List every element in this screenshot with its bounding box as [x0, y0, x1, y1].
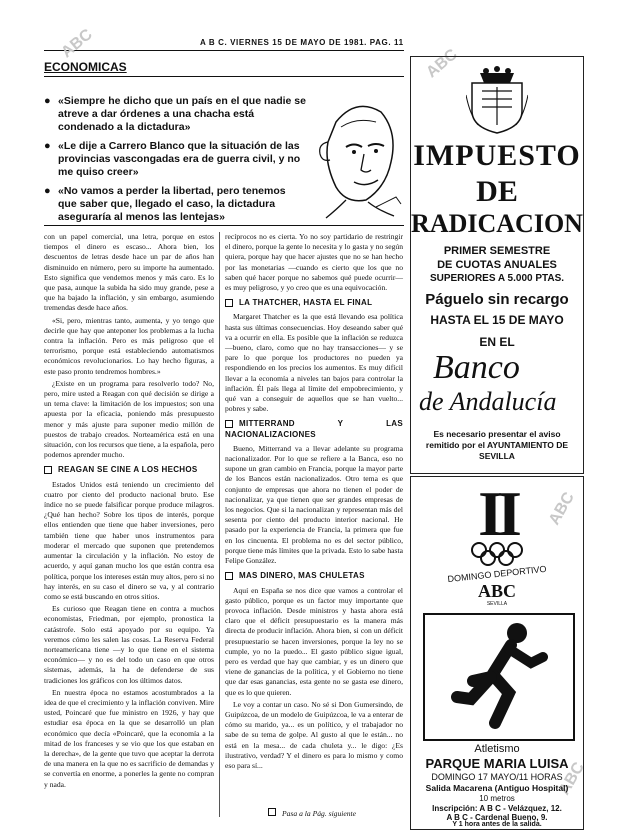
ad-subtitle: DE CUOTAS ANUALES: [437, 259, 557, 271]
ad-notice: Es necesario presentar el aviso remitido por el AYUNTAMIENTO DE SEVILLA: [425, 429, 569, 461]
square-icon: [268, 808, 276, 816]
ad-deadline: HASTA EL 15 DE MAYO: [430, 313, 564, 327]
paragraph: Le voy a contar un caso. No sé si Don Gumersindo, de Guipúzcoa, de un modelo de Guipúzcoa, le va a enterar de cómo su marido, ya... es un político, y el trabajador no sabe de su tema de golpe. Al gusto al que le están... no está en la mesa... de cada chuleta y... le digo: ¿Es ilustrativo, verdad? Y el dinero es para lo mismo y como eso para sí...: [225, 699, 403, 770]
ad-title-line2: DE: [476, 175, 518, 208]
watermark: ABC: [555, 759, 588, 799]
paragraph: ¿Existe en un programa para resolverlo todo? No, pero, mire usted a Reagan con qué decisión se dirige a un tema clave: la limitación de los impuestos; son una apuesta por la eficacia, poniendo más presupuesto menor y más ajuste para suponer medio millón de puestos de trabajo creados. Norteamérica está en una situación, con los recursos que tiene, a la española, pero podemos aprender mucho.: [44, 378, 214, 460]
caricature-illustration: [306, 92, 406, 220]
subheading: LA THATCHER, HASTA EL FINAL: [225, 298, 403, 308]
ad-subtitle: PRIMER SEMESTRE: [443, 245, 551, 257]
paragraph: En nuestra época no estamos acostumbrados a la idea de que el crecimiento y la inflación conviven. Mire usted, Poincaré que fue ministro en 1926, y hay que estudiar esa época en la que se desarrolló un plan económico que decía «Poincaré, que la economía a la mitad de los franceses y se vio que los que estaban en la derecha», de la gente que tuvo que aceptar la derrota de una manera en la que no es sacrificio de demandas y se convertía en enorme, a ponerles la gente no compran y nada.: [44, 687, 214, 789]
page-header: A B C. VIERNES 15 DE MAYO DE 1981. PAG. 11: [200, 38, 404, 47]
paragraph: Estados Unidos está teniendo un crecimiento del cuatro por ciento del producto nacional bruto. Ese índice no se puede falsificar porque produce milagros. ¿Qué han hecho? Sobre los tipos de interés, porque ellos entienden que tiene que haber inversiones, pero también tiene que haber unos instrumentos para moderar el mercado que suponen que pretendemos aumentar la circulación y la inflación. No estoy de acuerdo, y aquí ganan mucho los que están contra esa política, porque los intereses están muy altos, pero si no hay interés, en su caso el dinero se va, y al contrario como se está buscando en otros sitios.: [44, 479, 214, 601]
ad-en-el: EN EL: [479, 335, 515, 349]
bank-logo-banco: Banco: [433, 349, 520, 386]
ad-abc-logo: ABC: [477, 581, 516, 601]
subheading: MAS DINERO, MAS CHULETAS: [225, 571, 403, 581]
ad-logo-numeral: II: [478, 478, 516, 549]
olympic-rings-icon: [469, 541, 525, 567]
paragraph: con un papel comercial, una letra, porque en estos tiempos el dinero es escaso... Ahora bien, los descuentos de letras desde hace un par de años han disminuido en número, pero su importe ha aumentado. Esto significa que vendemos menos y más caro. Es lo que pasa, aunque la subida ha sido muy grande, pese a que ha bajado la inflación, y sin embargo, asumiendo tremendas desde hace años.: [44, 232, 214, 313]
header-rule: [44, 50, 404, 51]
ad-distance: 10 metros: [479, 794, 515, 803]
headline-quotes: [44, 95, 306, 230]
square-icon: [225, 572, 233, 580]
square-icon: [225, 299, 233, 307]
ad-impuesto-radicacion: [410, 56, 584, 474]
article-column-1: [44, 232, 214, 792]
ad-call-to-action: Páguelo sin recargo: [425, 291, 569, 308]
paragraph: Margaret Thatcher es la que está llevando esa política hasta sus últimas consecuencias. Hoy deseando saber qué va a ocurrir en ella. Es posible que la inflación se reduzca —bueno, claro, como que no hay transacciones— y se pare lo que porque los productores no pueden ya respondiendo en los precios los aumentos. Es muy difícil llevar a la economía a niveles tan bajos para controlar la inflación. Él país llega al límite del empobrecimiento, y qué van a conseguir de aquellos que se han vuelto... pobres y sabe.: [225, 312, 403, 414]
bullet-icon: ●: [44, 95, 51, 107]
ad-city: SEVILLA: [486, 601, 508, 607]
ad-start: Salida Macarena (Antiguo Hospital): [425, 783, 569, 793]
ad-registration: A B C - Cardenal Bueno, 9.: [446, 813, 548, 822]
ad-date: DOMINGO 17 MAYO/11 HORAS: [431, 772, 563, 782]
article-column-2: [225, 232, 403, 773]
watermark: ABC: [545, 489, 578, 529]
quote-3: ● «No vamos a perder la libertad, pero tenemos que saber que, llegado el caso, la dictadura aseguraría al menos las lentejas»: [44, 185, 286, 223]
section-rule: [44, 76, 404, 77]
ad-title-line3: RADICACION: [411, 209, 583, 238]
subheading: REAGAN SE CINE A LOS HECHOS: [44, 465, 214, 475]
bullet-icon: ●: [44, 185, 51, 197]
paragraph: recíprocos no es cierta. Yo no soy partidario de restringir el dinero, porque la gente lo necesita y lo gasta y no según quiera, porque hay que hacer ajustes que no se han hecho por las monetarias —cuando es cierto que los que no saben qué hacer porque no sabemos qué puede ocurrir— es muy peligroso, y yo creo que es una equivocación.: [225, 232, 403, 293]
section-title: ECONOMICAS: [44, 60, 127, 74]
ad-registration: Y 1 hora antes de la salida.: [452, 821, 542, 828]
watermark: ABC: [423, 45, 461, 82]
bullet-icon: ●: [44, 140, 51, 152]
paragraph: Bueno, Mitterrand va a llevar adelante su programa nacionalizador. Por lo que se refiere a la Banca, eso no supone un gran cambio en Francia, porque la mayor parte de los Bancos están nacionalizados. Otro tema es que conjunto de empresas que ahora no tienen el poder de nacionalizar, ya que tienen que ser grandes empresas de los negocios. Que si la nacionalizan y representan más del sesenta por ciento del producto interior nacional. He pasado por la experiencia de Francia, la primera que fue en los cincuenta. El problema no es del sector público, porque tiene más límites que la privada. Esto lo sabe hasta Felipe González.: [225, 443, 403, 566]
quotes-rule: [44, 225, 404, 226]
runner-icon: [451, 619, 551, 731]
square-icon: [225, 420, 233, 428]
ad-subtitle: SUPERIORES A 5.000 PTAS.: [429, 273, 565, 284]
ad-domingo-deportivo: [410, 476, 584, 830]
watermark: ABC: [58, 25, 96, 62]
continued-note: Pasa a la Pág. siguiente: [268, 808, 356, 819]
paragraph: Es curioso que Reagan tiene en contra a muchos economistas, Friedman, por ejemplo, pronostica la catástrofe. Solo está apoyado por su equipo. Ya veremos cómo les salen las cosas. La Reserva Federal norteamericana tiene —y lo que tiene en el sistema económico— y no es del todo un caso en que otros sistemas, además, la ha de defenderse de sus tradiciones los gráficos con los últimos datos.: [44, 604, 214, 685]
paragraph: «Si, pero, mientras tanto, aumenta, y yo tengo que decirle que hay que anteponer los problemas a la lucha contra la inflación. Pero es más peligroso que el terrorismo, porque está estableciendo automatismos económicos revolucionarios. Lo hay hecho figuras, a este paso pronto tendremos hombres.»: [44, 315, 214, 376]
square-icon: [44, 466, 52, 474]
quote-2: ● «Le dije a Carrero Blanco que la situación de las provincias vascongadas era de guerra civil, y no me quiso creer»: [44, 140, 301, 178]
ad-registration: Inscripción: A B C - Velázquez, 12.: [432, 804, 562, 813]
paragraph: Aquí en España se nos dice que vamos a controlar el gasto público, porque es un factor muy importante que provoca inflación. Desde ministros y hasta ahora está claro que el déficit presupuestario es la manera más directa de producir inflación. Ahora bien, si con un déficit presupuestario se hacen inversiones, porque la ley no se cumple, yo no la puedo... El gasto público sigue igual, pero es verdad que hay que cambiar, y es un dinero que viene de ganancias de la política, y el Gobierno no tiene que dar esas ganancias, esta gente no se gasta ese dinero, que es lo que quieren.: [225, 585, 403, 697]
column-divider: [219, 232, 220, 817]
subheading: MITTERRAND Y LAS NACIONALIZACIONES: [225, 419, 403, 439]
bank-logo-andalucia: de Andalucía: [419, 387, 557, 416]
ad-title-line1: IMPUESTO: [413, 139, 581, 172]
ad-sport: Atletismo: [474, 743, 520, 755]
ad-event-name: DOMINGO DEPORTIVO: [447, 563, 547, 585]
city-coat-of-arms-icon: [466, 65, 528, 135]
quote-1: ● «Siempre he dicho que un país en el que nadie se atreve a dar órdenes a una chacha está condenado a la dictadura»: [44, 95, 306, 133]
ad-venue: PARQUE MARIA LUISA: [425, 756, 569, 771]
